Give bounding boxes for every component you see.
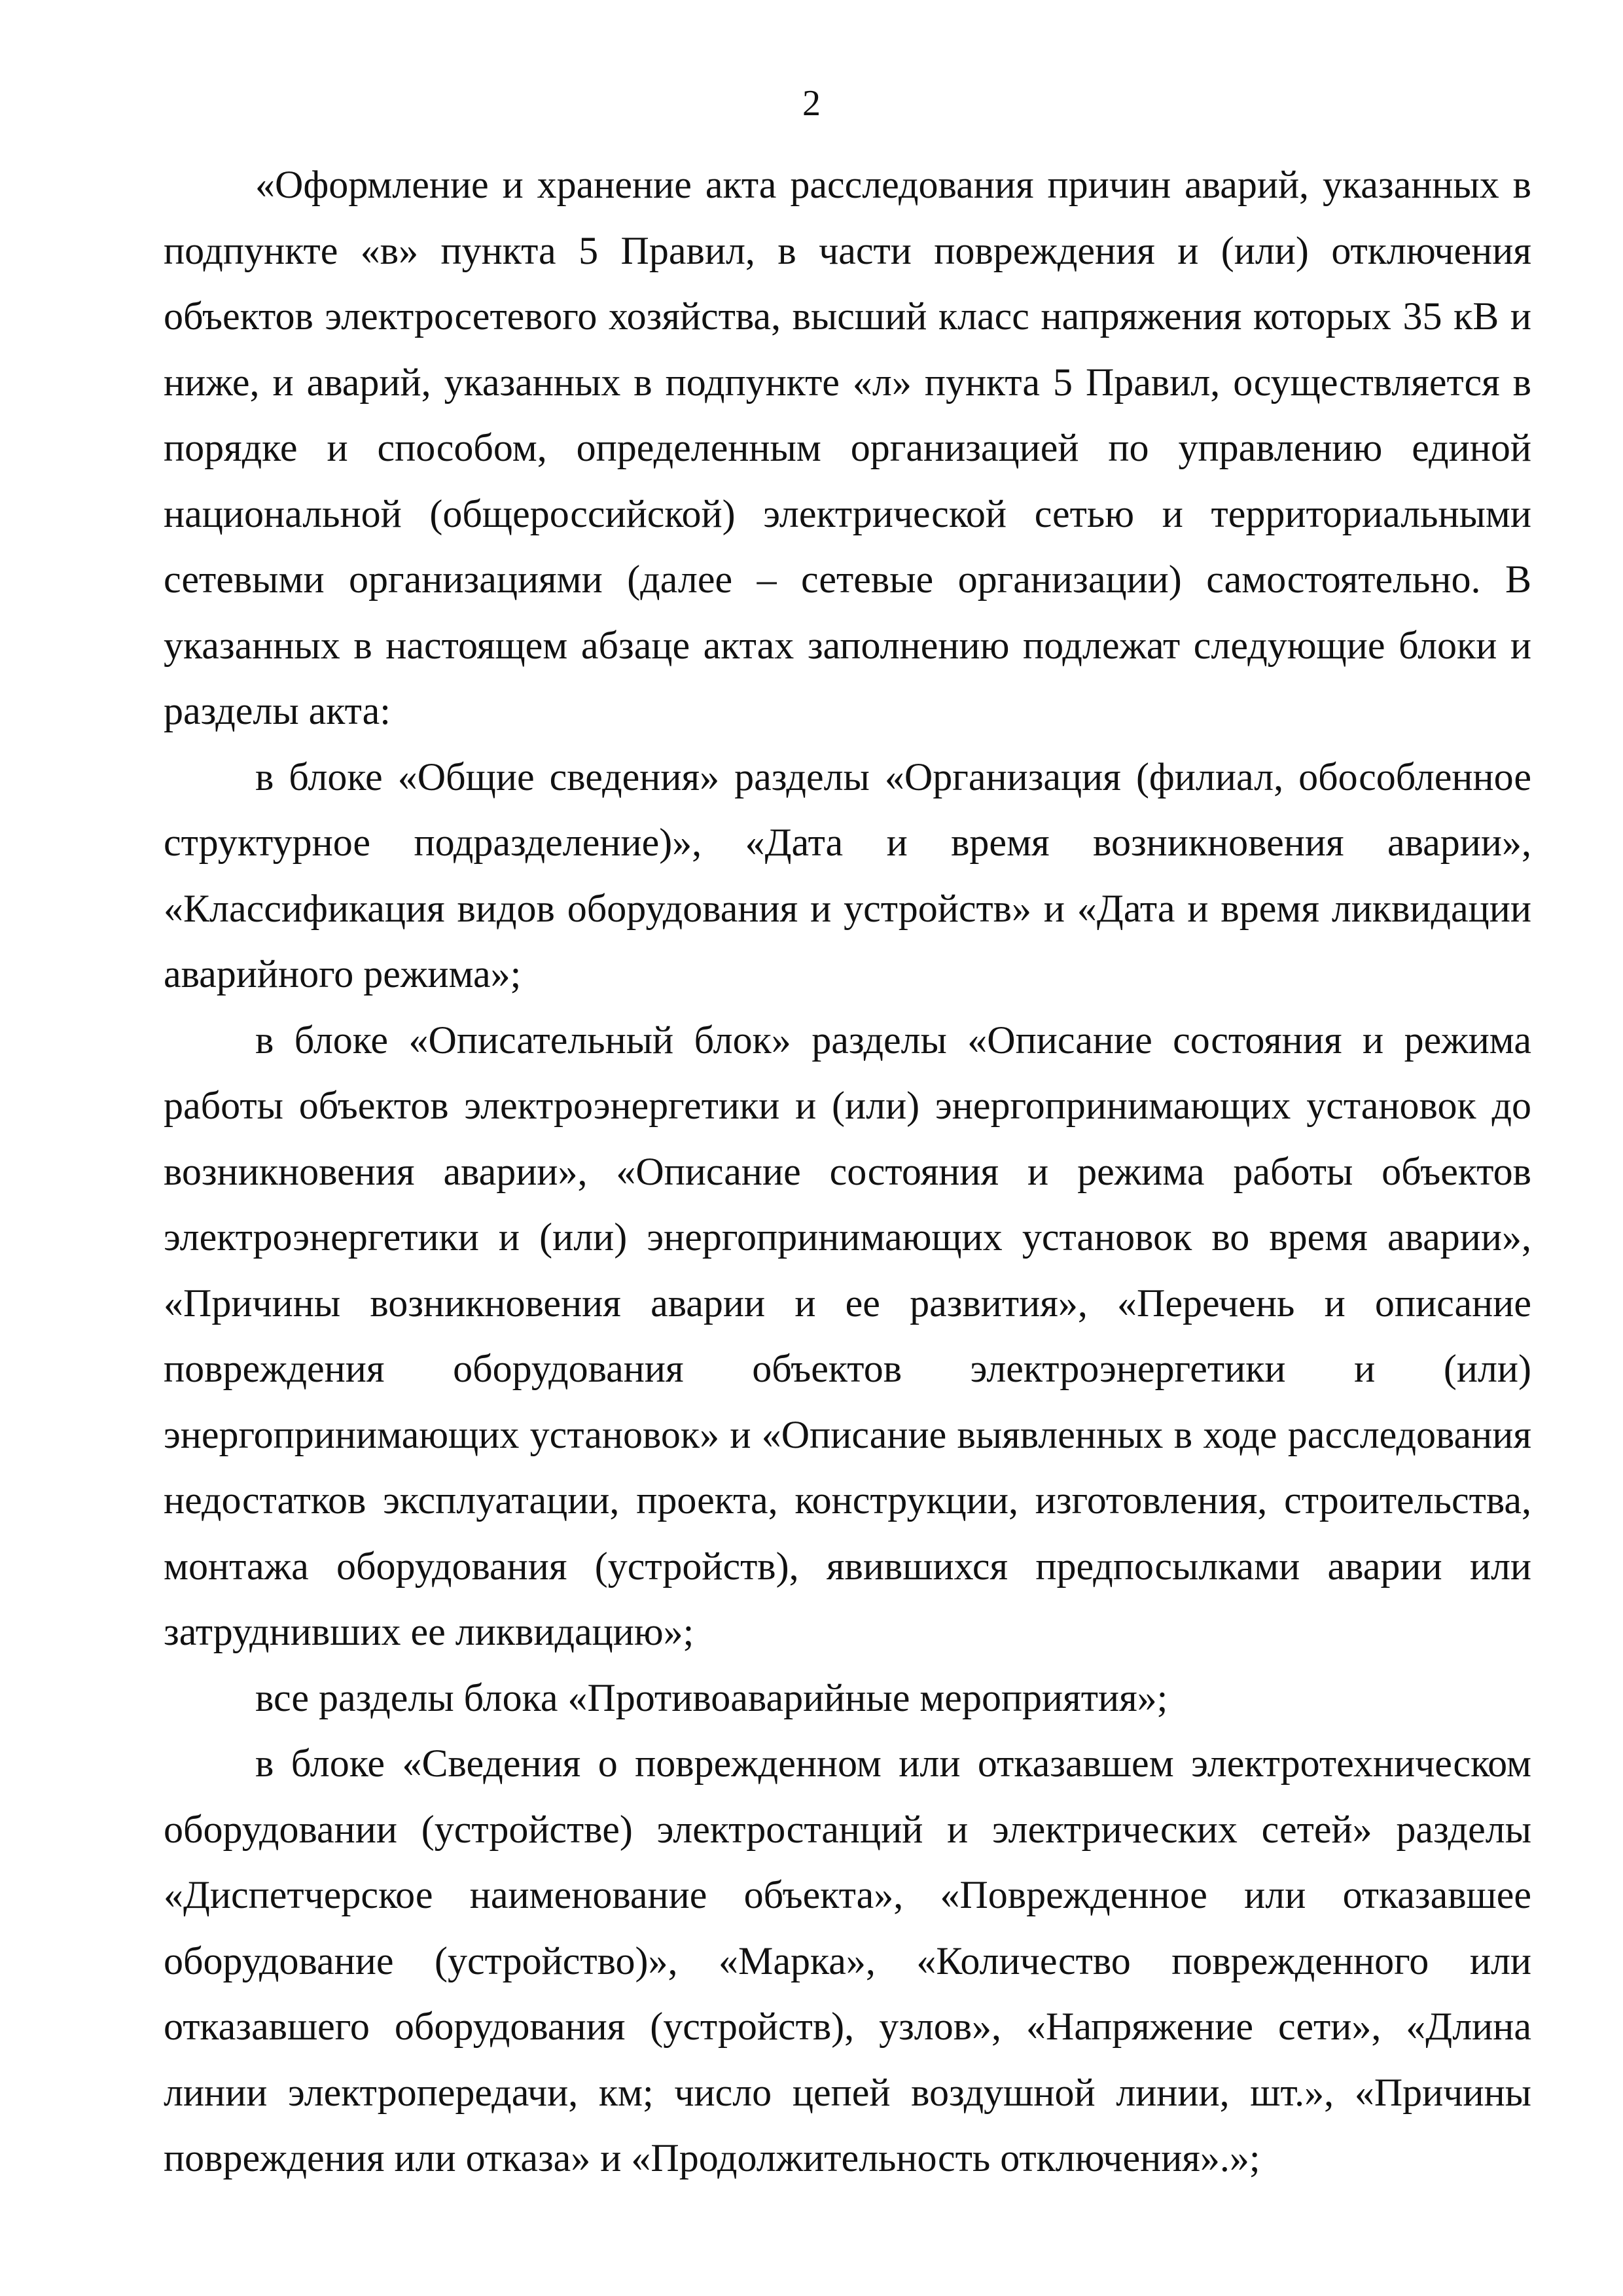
paragraph-emergency-measures: все разделы блока «Противоаварийные мероприятия»; [255, 1676, 1168, 1719]
paragraph-general-info-block: в блоке «Общие сведения» разделы «Организация (филиал, обособленное структурное подразделение)», «Дата и время возникновения аварии», «Классификация видов оборудования и устройств» и «Дата и время ликвидации аварийного режима»; [164, 755, 1531, 996]
paragraph-act-registration: «Оформление и хранение акта расследования причин аварий, указанных в подпункте «в» пункта 5 Правил, в части повреждения и (или) отключения объектов электросетевого хозяйства, высший класс напряжения которых 35 кВ и ниже, и аварий, указанных в подпункте «л» пункта 5 Правил, осуществляется в порядке и способом, определенным организацией по управлению единой национальной (общероссийской) электрической сетью и территориальными сетевыми организациями (далее – сетевые организации) самостоятельно. В указанных в настоящем абзаце актах заполнению подлежат следующие блоки и разделы акта: [164, 163, 1531, 732]
paragraph-descriptive-block: в блоке «Описательный блок» разделы «Описание состояния и режима работы объектов электроэнергетики и (или) энергопринимающих установок до возникновения аварии», «Описание состояния и режима работы объектов электроэнергетики и (или) энергопринимающих установок во время аварии», «Причины возникновения аварии и ее развития», «Перечень и описание повреждения оборудования объектов электроэнергетики и (или) энергопринимающих установок» и «Описание выявленных в ходе расследования недостатков эксплуатации, проекта, конструкции, изготовления, строительства, монтажа оборудования (устройств), явившихся предпосылками аварии или затруднивших ее ликвидацию»; [164, 1018, 1531, 1653]
paragraph-damaged-equipment-block: в блоке «Сведения о поврежденном или отказавшем электротехническом оборудовании (устройстве) электростанций и электрических сетей» разделы «Диспетчерское наименование объекта», «Поврежденное или отказавшее оборудование (устройство)», «Марка», «Количество поврежденного или отказавшего оборудования (устройств), узлов», «Напряжение сети», «Длина линии электропередачи, км; число цепей воздушной линии, шт.», «Причины повреждения или отказа» и «Продолжительность отключения».»; [164, 1742, 1531, 2179]
page-number: 2 [802, 83, 821, 124]
document-body [164, 152, 1531, 2191]
